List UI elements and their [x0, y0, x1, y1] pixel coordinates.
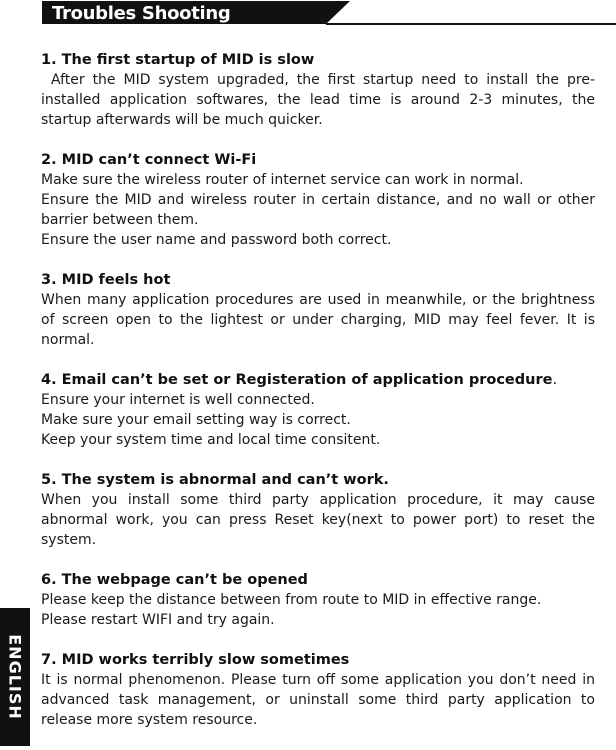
troubleshooting-item	[41, 50, 595, 130]
section-header	[0, 0, 616, 30]
item-heading	[41, 50, 595, 70]
item-title-suffix: .	[552, 372, 558, 388]
item-title: 3. MID feels hot	[41, 272, 171, 288]
item-text: Keep your system time and local time consitent.	[41, 432, 381, 448]
troubleshooting-item	[41, 270, 595, 350]
item-title: 2. MID can’t connect Wi-Fi	[41, 152, 257, 168]
item-title: . The first startup of MID is slow	[51, 52, 315, 68]
item-heading	[41, 370, 595, 390]
item-text: Please keep the distance between from route to MID in effective range.	[41, 592, 542, 608]
item-text: Ensure the user name and password both correct.	[41, 232, 392, 248]
item-text: When many application procedures are used in meanwhile, or the brightness of screen open to the lightest or under charging, MID may feel fever. It is normal.	[41, 292, 595, 348]
item-title: 6. The webpage can’t be opened	[41, 572, 308, 588]
troubleshooting-item	[41, 370, 595, 450]
page-title: Troubles Shooting	[52, 3, 231, 24]
troubleshooting-content	[41, 50, 595, 750]
item-title: 7. MID works terribly slow sometimes	[41, 652, 350, 668]
troubleshooting-item	[41, 570, 595, 630]
item-text: After the MID system upgraded, the first startup need to install the pre-installed application softwares, the lead time is around 2-3 minutes, the startup afterwards will be much quicker.	[41, 72, 595, 128]
item-text: Make sure your email setting way is correct.	[41, 412, 351, 428]
item-text: Make sure the wireless router of internet service can work in normal.	[41, 172, 524, 188]
troubleshooting-item	[41, 150, 595, 250]
item-text: Ensure the MID and wireless router in certain distance, and no wall or other barrier between them.	[41, 192, 595, 228]
language-label: ENGLISH	[5, 634, 25, 720]
language-side-tab	[0, 608, 30, 746]
troubleshooting-item	[41, 650, 595, 730]
item-title: 4. Email can’t be set or Registeration of application procedure	[41, 372, 553, 388]
item-text: When you install some third party application procedure, it may cause abnormal work, you can press Reset key(next to power port) to reset the system.	[41, 492, 595, 548]
item-text: It is normal phenomenon. Please turn off some application you don’t need in advanced task management, or uninstall some third party application to release more system resource.	[41, 672, 595, 728]
item-text: Please restart WIFI and try again.	[41, 612, 275, 628]
troubleshooting-item	[41, 470, 595, 550]
item-text: Ensure your internet is well connected.	[41, 392, 315, 408]
item-number: 1	[41, 52, 52, 68]
item-title: 5. The system is abnormal and can’t work.	[41, 472, 389, 488]
